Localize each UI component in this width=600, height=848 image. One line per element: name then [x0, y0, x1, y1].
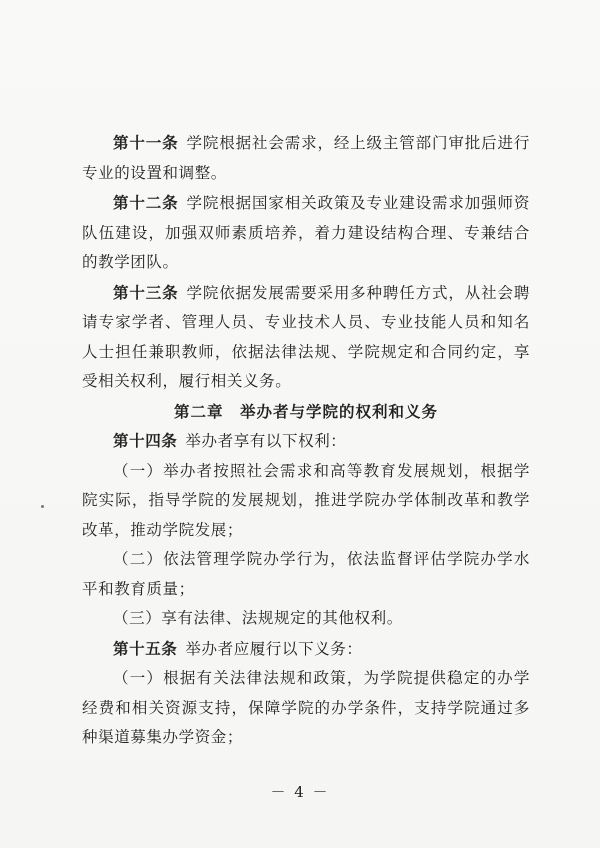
- article-12: [82, 188, 530, 278]
- article-text: 学院根据社会需求，经上级主管部门审批后进行专业的设置和调整。: [82, 134, 530, 182]
- article-label: 第十一条: [113, 133, 179, 152]
- document-body: [82, 128, 530, 753]
- article-15: [82, 634, 530, 665]
- article-label: 第十二条: [113, 193, 179, 212]
- article-text: 举办者应履行以下义务：: [185, 639, 363, 658]
- article-label: 第十四条: [113, 431, 178, 450]
- article-13: [82, 278, 530, 397]
- article-text: 学院根据国家相关政策及专业建设需求加强师资队伍建设，加强双师素质培养，着力建设结构合理、专兼结合的教学团队。: [82, 194, 530, 271]
- list-item-right-3: （三）享有法律、法规规定的其他权利。: [113, 609, 403, 627]
- chapter-title: 第二章 举办者与学院的权利和义务: [173, 401, 438, 421]
- article-label: 第十五条: [113, 638, 178, 658]
- list-item-right-2: （二）依法管理学院办学行为，依法监督评估学院办学水平和教育质量；: [82, 550, 530, 598]
- scan-speck: [41, 505, 44, 508]
- article-text: 举办者享有以下权利：: [185, 432, 347, 450]
- article-11: [82, 128, 530, 188]
- article-text: 学院依据发展需要采用多种聘任方式，从社会聘请专家学者、管理人员、专业技术人员、专业技能人员和知名人士担任兼职教师，依据法律法规、学院规定和合同约定，享受相关权利，履行相关义务。: [82, 283, 530, 390]
- article-14: [82, 426, 530, 457]
- list-item-duty-1: （一）根据有关法律法规和政策，为学院提供稳定的办学经费和相关资源支持，保障学院的办学条件，支持学院通过多种渠道募集办学资金；: [82, 669, 530, 746]
- page-number: － 4 －: [270, 783, 330, 801]
- list-item-right-1: （一）举办者按照社会需求和高等教育发展规划，根据学院实际，指导学院的发展规划，推进学院办学体制改革和教学改革，推动学院发展；: [82, 461, 530, 539]
- article-label: 第十三条: [113, 282, 179, 302]
